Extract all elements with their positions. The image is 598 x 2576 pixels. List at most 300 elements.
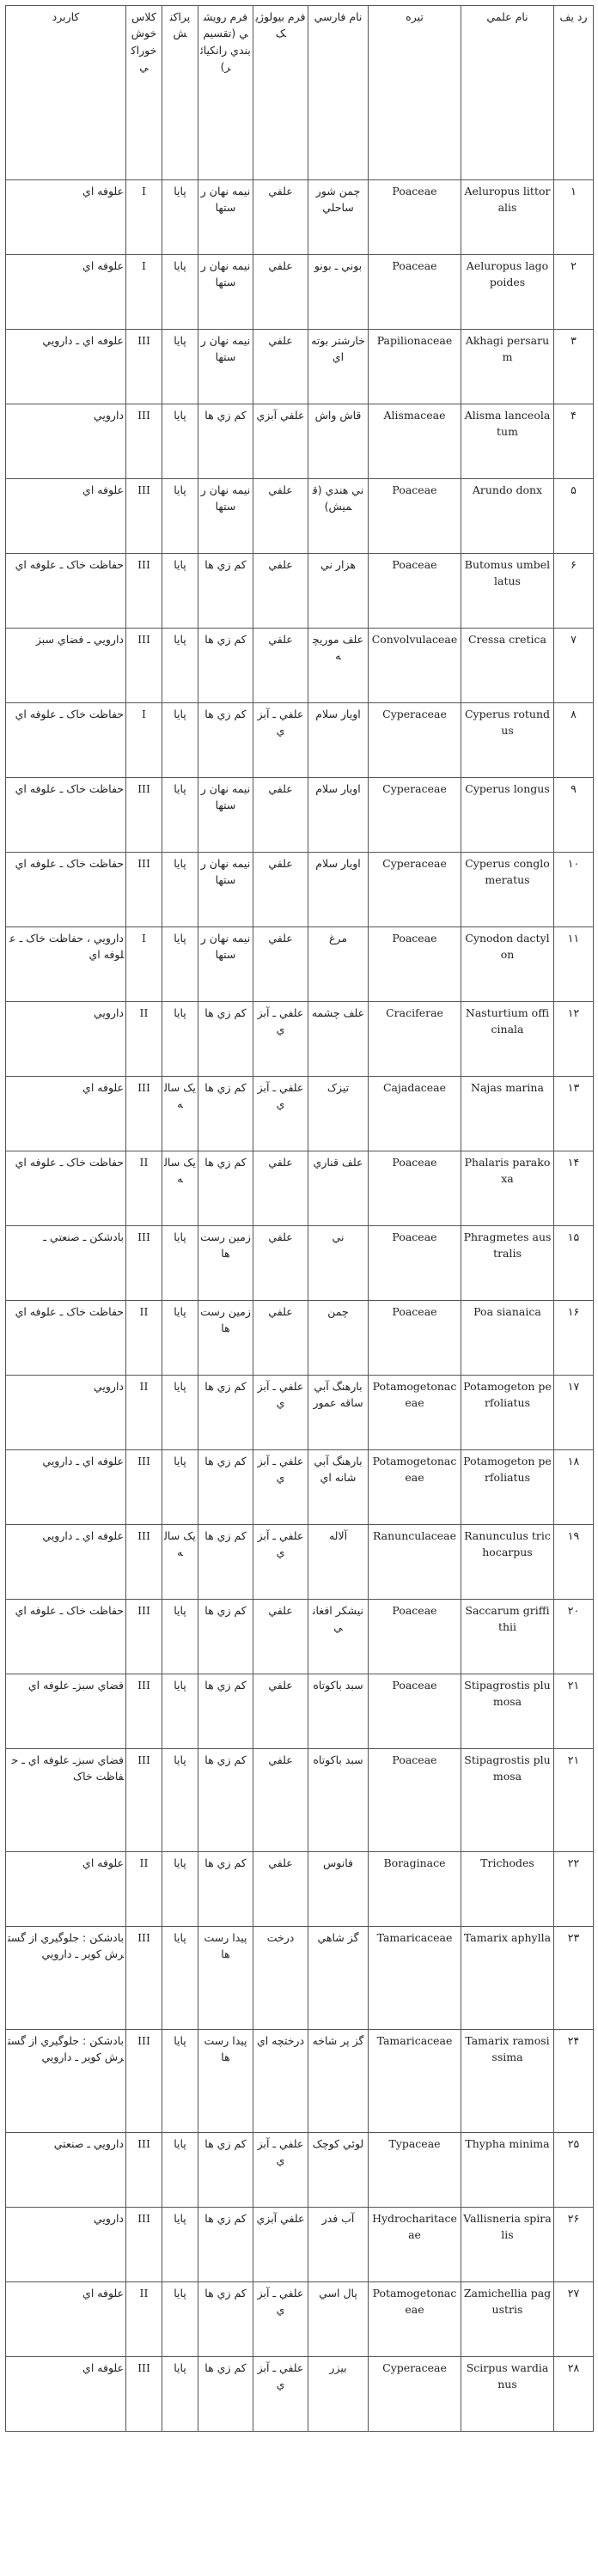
table-row xyxy=(6,1674,594,1749)
header-persian-name: نام فارسي xyxy=(308,6,369,180)
family-name-cell: Potamogetonaceae xyxy=(369,1376,461,1450)
persian-name-cell: اويار سلام xyxy=(308,778,369,853)
biological-form-cell: درختچه اي xyxy=(253,2030,308,2133)
family-name-cell: Tamaricaceae xyxy=(369,1927,461,2030)
abundance-cell: پایا xyxy=(162,554,198,629)
abundance-cell: پایا xyxy=(162,2208,198,2282)
scientific-name-cell: Zamichellia pagustris xyxy=(461,2282,554,2357)
table-row xyxy=(6,629,594,703)
table-row xyxy=(6,554,594,629)
persian-name-cell: نیشکر افغاني xyxy=(308,1600,369,1674)
usage-cell: علوفه اي xyxy=(6,2357,126,2432)
growth-form-cell: کم زي ها xyxy=(198,404,253,479)
table-row xyxy=(6,1749,594,1852)
abundance-cell: پایا xyxy=(162,180,198,255)
biological-form-cell: علفي ـ آبزي xyxy=(253,2282,308,2357)
scientific-name-cell: Cressa cretica xyxy=(461,629,554,703)
abundance-cell: پایا xyxy=(162,1852,198,1927)
row-number-cell: ۶ xyxy=(554,554,594,629)
biological-form-cell: علفي xyxy=(253,1226,308,1301)
plant-species-table xyxy=(5,5,594,2432)
growth-form-cell: پیدا رست ها xyxy=(198,2030,253,2133)
scientific-name-cell: Akhagi persarum xyxy=(461,330,554,404)
palatability-class-cell: I xyxy=(126,255,162,330)
scientific-name-cell: Cynodon dactylon xyxy=(461,927,554,1002)
family-name-cell: Cyperaceae xyxy=(369,778,461,853)
usage-cell: دارويي ، حفاظت خاک ـ علوفه اي xyxy=(6,927,126,1002)
biological-form-cell: علفي xyxy=(253,927,308,1002)
scientific-name-cell: Potamogeton perfoliatus xyxy=(461,1376,554,1450)
header-family: تیره xyxy=(369,6,461,180)
abundance-cell: پایا xyxy=(162,778,198,853)
palatability-class-cell: III xyxy=(126,404,162,479)
biological-form-cell: علفي آبزي xyxy=(253,404,308,479)
usage-cell: بادشکن : جلوگیري از گسترش کویر ـ دارويي xyxy=(6,1927,126,2030)
palatability-class-cell: I xyxy=(126,927,162,1002)
scientific-name-cell: Stipagrostis plumosa xyxy=(461,1674,554,1749)
scientific-name-cell: Arundo donx xyxy=(461,479,554,554)
table-row xyxy=(6,853,594,927)
scientific-name-cell: Nasturtium officinala xyxy=(461,1002,554,1077)
row-number-cell: ۱۱ xyxy=(554,927,594,1002)
row-number-cell: ۴ xyxy=(554,404,594,479)
header-abundance: پراکنش xyxy=(162,6,198,180)
abundance-cell: پایا xyxy=(162,629,198,703)
abundance-cell: پایا xyxy=(162,853,198,927)
persian-name-cell: بوني ـ بونو xyxy=(308,255,369,330)
biological-form-cell: علفي xyxy=(253,1151,308,1226)
growth-form-cell: نیمه نهان رستها xyxy=(198,479,253,554)
row-number-cell: ۱۰ xyxy=(554,853,594,927)
persian-name-cell: ني xyxy=(308,1226,369,1301)
biological-form-cell: علفي xyxy=(253,1301,308,1376)
abundance-cell: پایا xyxy=(162,2357,198,2432)
biological-form-cell: علفي ـ آبزي xyxy=(253,2357,308,2432)
persian-name-cell: گز پر شاخه xyxy=(308,2030,369,2133)
family-name-cell: Cajadaceae xyxy=(369,1077,461,1151)
row-number-cell: ۲۷ xyxy=(554,2282,594,2357)
scientific-name-cell: Cyperus longus xyxy=(461,778,554,853)
scientific-name-cell: Scirpus wardianus xyxy=(461,2357,554,2432)
abundance-cell: پایا xyxy=(162,1927,198,2030)
growth-form-cell: کم زي ها xyxy=(198,1852,253,1927)
abundance-cell: پایا xyxy=(162,1226,198,1301)
persian-name-cell: سبد باکوتاه xyxy=(308,1674,369,1749)
table-row xyxy=(6,479,594,554)
growth-form-cell: نیمه نهان رستها xyxy=(198,778,253,853)
usage-cell: حفاظت خاک ـ علوفه اي xyxy=(6,1301,126,1376)
family-name-cell: Boraginace xyxy=(369,1852,461,1927)
palatability-class-cell: III xyxy=(126,2208,162,2282)
palatability-class-cell: II xyxy=(126,1151,162,1226)
biological-form-cell: علفي xyxy=(253,255,308,330)
abundance-cell: پایا xyxy=(162,1749,198,1852)
persian-name-cell: فانوس xyxy=(308,1852,369,1927)
row-number-cell: ۱۶ xyxy=(554,1301,594,1376)
table-row xyxy=(6,1151,594,1226)
scientific-name-cell: Potamogeton perfoliatus xyxy=(461,1450,554,1525)
header-growth-form: فرم رویشي (تقسیم بندي رانکیائر) xyxy=(198,6,253,180)
abundance-cell: پایا xyxy=(162,1301,198,1376)
usage-cell: علوفه اي xyxy=(6,255,126,330)
table-row xyxy=(6,1002,594,1077)
palatability-class-cell: III xyxy=(126,479,162,554)
abundance-cell: پایا xyxy=(162,1450,198,1525)
persian-name-cell: خارشتر بوته اي xyxy=(308,330,369,404)
table-row xyxy=(6,180,594,255)
palatability-class-cell: II xyxy=(126,1852,162,1927)
table-row xyxy=(6,1376,594,1450)
biological-form-cell: علفي xyxy=(253,778,308,853)
usage-cell: دارويي ـ فضاي سبز xyxy=(6,629,126,703)
family-name-cell: Poaceae xyxy=(369,1600,461,1674)
usage-cell: بادشکن ـ صنعتي ـ xyxy=(6,1226,126,1301)
growth-form-cell: کم زي ها xyxy=(198,2208,253,2282)
growth-form-cell: کم زي ها xyxy=(198,2282,253,2357)
palatability-class-cell: II xyxy=(126,2282,162,2357)
biological-form-cell: علفي xyxy=(253,330,308,404)
growth-form-cell: پیدا رست ها xyxy=(198,1927,253,2030)
table-row xyxy=(6,2282,594,2357)
abundance-cell: یک ساله xyxy=(162,1151,198,1226)
header-row-number: رد یف xyxy=(554,6,594,180)
growth-form-cell: کم زي ها xyxy=(198,2133,253,2208)
growth-form-cell: نیمه نهان رستها xyxy=(198,853,253,927)
family-name-cell: Ranunculaceae xyxy=(369,1525,461,1600)
palatability-class-cell: II xyxy=(126,1376,162,1450)
row-number-cell: ۱۸ xyxy=(554,1450,594,1525)
header-row xyxy=(6,6,594,180)
row-number-cell: ۹ xyxy=(554,778,594,853)
growth-form-cell: کم زي ها xyxy=(198,1450,253,1525)
family-name-cell: Poaceae xyxy=(369,1749,461,1852)
biological-form-cell: علفي ـ آبزي xyxy=(253,1450,308,1525)
header-biological-form: فرم بیولوژیک xyxy=(253,6,308,180)
family-name-cell: Typaceae xyxy=(369,2133,461,2208)
usage-cell: علوفه اي xyxy=(6,1077,126,1151)
family-name-cell: Poaceae xyxy=(369,1301,461,1376)
scientific-name-cell: Trichodes xyxy=(461,1852,554,1927)
row-number-cell: ۱ xyxy=(554,180,594,255)
usage-cell: علوفه اي xyxy=(6,1852,126,1927)
persian-name-cell: چمن xyxy=(308,1301,369,1376)
row-number-cell: ۲۸ xyxy=(554,2357,594,2432)
growth-form-cell: نیمه نهان رستها xyxy=(198,180,253,255)
row-number-cell: ۳ xyxy=(554,330,594,404)
growth-form-cell: کم زي ها xyxy=(198,1674,253,1749)
palatability-class-cell: I xyxy=(126,180,162,255)
biological-form-cell: علفي xyxy=(253,1674,308,1749)
usage-cell: دارويي xyxy=(6,404,126,479)
usage-cell: حفاظت خاک ـ علوفه اي xyxy=(6,853,126,927)
usage-cell: علوفه اي xyxy=(6,2282,126,2357)
scientific-name-cell: Cyperus rotundus xyxy=(461,703,554,778)
row-number-cell: ۲۵ xyxy=(554,2133,594,2208)
table-row xyxy=(6,255,594,330)
abundance-cell: پایا xyxy=(162,1600,198,1674)
row-number-cell: ۲۴ xyxy=(554,2030,594,2133)
row-number-cell: ۲۱ xyxy=(554,1749,594,1852)
abundance-cell: پایا xyxy=(162,404,198,479)
growth-form-cell: زمین رست ها xyxy=(198,1301,253,1376)
persian-name-cell: علف موريچه xyxy=(308,629,369,703)
biological-form-cell: علفي ـ آبزي xyxy=(253,703,308,778)
palatability-class-cell: II xyxy=(126,1301,162,1376)
palatability-class-cell: III xyxy=(126,2357,162,2432)
scientific-name-cell: Ranunculus trichocarpus xyxy=(461,1525,554,1600)
scientific-name-cell: Cyperus conglomeratus xyxy=(461,853,554,927)
growth-form-cell: کم زي ها xyxy=(198,1151,253,1226)
palatability-class-cell: III xyxy=(126,2133,162,2208)
usage-cell: فضاي سبزـ علوفه اي ـ حفاظت خاک xyxy=(6,1749,126,1852)
usage-cell: حفاظت خاک ـ علوفه اي xyxy=(6,1151,126,1226)
scientific-name-cell: Najas marina xyxy=(461,1077,554,1151)
persian-name-cell: بارهنگ آبي شانه اي xyxy=(308,1450,369,1525)
abundance-cell: یک ساله xyxy=(162,1525,198,1600)
persian-name-cell: ني هندي (قمیش) xyxy=(308,479,369,554)
usage-cell: دارويي xyxy=(6,1002,126,1077)
palatability-class-cell: III xyxy=(126,1226,162,1301)
family-name-cell: Tamaricaceae xyxy=(369,2030,461,2133)
row-number-cell: ۲۰ xyxy=(554,1600,594,1674)
abundance-cell: پایا xyxy=(162,2030,198,2133)
usage-cell: علوفه اي xyxy=(6,180,126,255)
scientific-name-cell: Stipagrostis plumosa xyxy=(461,1749,554,1852)
family-name-cell: Convolvulaceae xyxy=(369,629,461,703)
persian-name-cell: سبد باکوتاه xyxy=(308,1749,369,1852)
table-row xyxy=(6,330,594,404)
abundance-cell: پایا xyxy=(162,2133,198,2208)
family-name-cell: Cyperaceae xyxy=(369,2357,461,2432)
persian-name-cell: هزار ني xyxy=(308,554,369,629)
usage-cell: علوفه اي ـ دارويي xyxy=(6,1450,126,1525)
abundance-cell: یک ساله xyxy=(162,1077,198,1151)
usage-cell: حفاظت خاک ـ علوفه اي xyxy=(6,778,126,853)
row-number-cell: ۲ xyxy=(554,255,594,330)
biological-form-cell: علفي xyxy=(253,554,308,629)
palatability-class-cell: III xyxy=(126,330,162,404)
table-row xyxy=(6,703,594,778)
table-row xyxy=(6,1077,594,1151)
usage-cell: دارويي xyxy=(6,2208,126,2282)
persian-name-cell: چمن شور ساحلي xyxy=(308,180,369,255)
scientific-name-cell: Tamarix aphylla xyxy=(461,1927,554,2030)
palatability-class-cell: III xyxy=(126,1600,162,1674)
abundance-cell: پایا xyxy=(162,1674,198,1749)
growth-form-cell: نیمه نهان رستها xyxy=(198,927,253,1002)
table-row xyxy=(6,1600,594,1674)
family-name-cell: Poaceae xyxy=(369,479,461,554)
palatability-class-cell: III xyxy=(126,1674,162,1749)
persian-name-cell: بارهنگ آبي ساقه عمور xyxy=(308,1376,369,1450)
row-number-cell: ۲۶ xyxy=(554,2208,594,2282)
scientific-name-cell: Butomus umbellatus xyxy=(461,554,554,629)
biological-form-cell: علفي xyxy=(253,180,308,255)
scientific-name-cell: Vallisneria spiralis xyxy=(461,2208,554,2282)
scientific-name-cell: Saccarum griffithii xyxy=(461,1600,554,1674)
row-number-cell: ۱۴ xyxy=(554,1151,594,1226)
palatability-class-cell: III xyxy=(126,1927,162,2030)
usage-cell: حفاظت خاک ـ علوفه اي xyxy=(6,703,126,778)
table-row xyxy=(6,1226,594,1301)
growth-form-cell: کم زي ها xyxy=(198,1600,253,1674)
persian-name-cell: علف قناري xyxy=(308,1151,369,1226)
family-name-cell: Poaceae xyxy=(369,554,461,629)
palatability-class-cell: II xyxy=(126,1002,162,1077)
palatability-class-cell: III xyxy=(126,2030,162,2133)
biological-form-cell: علفي xyxy=(253,629,308,703)
family-name-cell: Poaceae xyxy=(369,1151,461,1226)
family-name-cell: Potamogetonaceae xyxy=(369,1450,461,1525)
scientific-name-cell: Alisma lanceolatum xyxy=(461,404,554,479)
scientific-name-cell: Poa sianaica xyxy=(461,1301,554,1376)
row-number-cell: ۱۳ xyxy=(554,1077,594,1151)
growth-form-cell: کم زي ها xyxy=(198,1002,253,1077)
persian-name-cell: لوئي کوچک xyxy=(308,2133,369,2208)
biological-form-cell: درخت xyxy=(253,1927,308,2030)
palatability-class-cell: III xyxy=(126,554,162,629)
growth-form-cell: کم زي ها xyxy=(198,1376,253,1450)
table-row xyxy=(6,1301,594,1376)
family-name-cell: Poaceae xyxy=(369,927,461,1002)
palatability-class-cell: III xyxy=(126,629,162,703)
usage-cell: علوفه اي ـ دارويي xyxy=(6,1525,126,1600)
row-number-cell: ۲۲ xyxy=(554,1852,594,1927)
usage-cell: حفاظت خاک ـ علوفه اي xyxy=(6,1600,126,1674)
scientific-name-cell: Tamarix ramosissima xyxy=(461,2030,554,2133)
abundance-cell: پایا xyxy=(162,703,198,778)
palatability-class-cell: III xyxy=(126,1450,162,1525)
family-name-cell: Papilionaceae xyxy=(369,330,461,404)
growth-form-cell: کم زي ها xyxy=(198,1749,253,1852)
row-number-cell: ۱۹ xyxy=(554,1525,594,1600)
persian-name-cell: پال اسي xyxy=(308,2282,369,2357)
biological-form-cell: علفي xyxy=(253,1600,308,1674)
row-number-cell: ۱۷ xyxy=(554,1376,594,1450)
table-row xyxy=(6,1525,594,1600)
biological-form-cell: علفي آبزي xyxy=(253,2208,308,2282)
family-name-cell: Poaceae xyxy=(369,180,461,255)
usage-cell: حفاظت خاک ـ علوفه اي xyxy=(6,554,126,629)
row-number-cell: ۷ xyxy=(554,629,594,703)
palatability-class-cell: III xyxy=(126,778,162,853)
biological-form-cell: علفي ـ آبزي xyxy=(253,1525,308,1600)
table-row xyxy=(6,2133,594,2208)
persian-name-cell: گز شاهي xyxy=(308,1927,369,2030)
header-scientific-name: نام علمي xyxy=(461,6,554,180)
table-row xyxy=(6,2030,594,2133)
growth-form-cell: کم زي ها xyxy=(198,554,253,629)
family-name-cell: Alismaceae xyxy=(369,404,461,479)
family-name-cell: Hydrocharitaceae xyxy=(369,2208,461,2282)
growth-form-cell: کم زي ها xyxy=(198,1077,253,1151)
biological-form-cell: علفي ـ آبزي xyxy=(253,2133,308,2208)
family-name-cell: Cyperaceae xyxy=(369,703,461,778)
persian-name-cell: آلاله xyxy=(308,1525,369,1600)
header-palatability-class: کلاس خوش خوراکي xyxy=(126,6,162,180)
row-number-cell: ۱۵ xyxy=(554,1226,594,1301)
family-name-cell: Cyperaceae xyxy=(369,853,461,927)
row-number-cell: ۵ xyxy=(554,479,594,554)
growth-form-cell: زمین رست ها xyxy=(198,1226,253,1301)
persian-name-cell: قاش واش xyxy=(308,404,369,479)
usage-cell: دارويي xyxy=(6,1376,126,1450)
abundance-cell: پایا xyxy=(162,255,198,330)
table-row xyxy=(6,2208,594,2282)
table-row xyxy=(6,778,594,853)
persian-name-cell: اويار سلام xyxy=(308,703,369,778)
biological-form-cell: علفي xyxy=(253,853,308,927)
biological-form-cell: علفي xyxy=(253,479,308,554)
persian-name-cell: مرغ xyxy=(308,927,369,1002)
scientific-name-cell: Phragmetes australis xyxy=(461,1226,554,1301)
family-name-cell: Poaceae xyxy=(369,1674,461,1749)
row-number-cell: ۸ xyxy=(554,703,594,778)
growth-form-cell: کم زي ها xyxy=(198,2357,253,2432)
biological-form-cell: علفي xyxy=(253,1852,308,1927)
abundance-cell: پایا xyxy=(162,927,198,1002)
family-name-cell: Poaceae xyxy=(369,255,461,330)
family-name-cell: Poaceae xyxy=(369,1226,461,1301)
family-name-cell: Craciferae xyxy=(369,1002,461,1077)
abundance-cell: پایا xyxy=(162,330,198,404)
scientific-name-cell: Phalaris parakoxa xyxy=(461,1151,554,1226)
usage-cell: علوفه اي xyxy=(6,479,126,554)
usage-cell: فضاي سبزـ علوفه اي xyxy=(6,1674,126,1749)
growth-form-cell: نیمه نهان رستها xyxy=(198,330,253,404)
scientific-name-cell: Thypha minima xyxy=(461,2133,554,2208)
usage-cell: علوفه اي ـ دارويي xyxy=(6,330,126,404)
scientific-name-cell: Aeluropus littoralis xyxy=(461,180,554,255)
abundance-cell: پایا xyxy=(162,2282,198,2357)
table-row xyxy=(6,2357,594,2432)
palatability-class-cell: III xyxy=(126,1525,162,1600)
persian-name-cell: آب فدر xyxy=(308,2208,369,2282)
header-usage: کاربرد xyxy=(6,6,126,180)
palatability-class-cell: I xyxy=(126,703,162,778)
persian-name-cell: علف چشمه xyxy=(308,1002,369,1077)
abundance-cell: پایا xyxy=(162,1002,198,1077)
table-row xyxy=(6,927,594,1002)
growth-form-cell: کم زي ها xyxy=(198,1525,253,1600)
palatability-class-cell: III xyxy=(126,1749,162,1852)
biological-form-cell: علفي ـ آبزي xyxy=(253,1002,308,1077)
palatability-class-cell: III xyxy=(126,853,162,927)
biological-form-cell: علفي ـ آبزي xyxy=(253,1376,308,1450)
table-row xyxy=(6,1450,594,1525)
persian-name-cell: اويار سلام xyxy=(308,853,369,927)
row-number-cell: ۲۳ xyxy=(554,1927,594,2030)
persian-name-cell: بیزر xyxy=(308,2357,369,2432)
growth-form-cell: نیمه نهان رستها xyxy=(198,255,253,330)
scientific-name-cell: Aeluropus lagopoides xyxy=(461,255,554,330)
growth-form-cell: کم زي ها xyxy=(198,629,253,703)
palatability-class-cell: III xyxy=(126,1077,162,1151)
persian-name-cell: تیزک xyxy=(308,1077,369,1151)
usage-cell: دارويي ـ صنعتي xyxy=(6,2133,126,2208)
biological-form-cell: علفي xyxy=(253,1749,308,1852)
abundance-cell: پایا xyxy=(162,479,198,554)
growth-form-cell: کم زي ها xyxy=(198,703,253,778)
table-row xyxy=(6,1852,594,1927)
abundance-cell: پایا xyxy=(162,1376,198,1450)
row-number-cell: ۲۱ xyxy=(554,1674,594,1749)
table-row xyxy=(6,1927,594,2030)
table-row xyxy=(6,404,594,479)
row-number-cell: ۱۲ xyxy=(554,1002,594,1077)
biological-form-cell: علفي ـ آبزي xyxy=(253,1077,308,1151)
usage-cell: بادشکن : جلوگیري از گسترش کویر ـ دارويي xyxy=(6,2030,126,2133)
